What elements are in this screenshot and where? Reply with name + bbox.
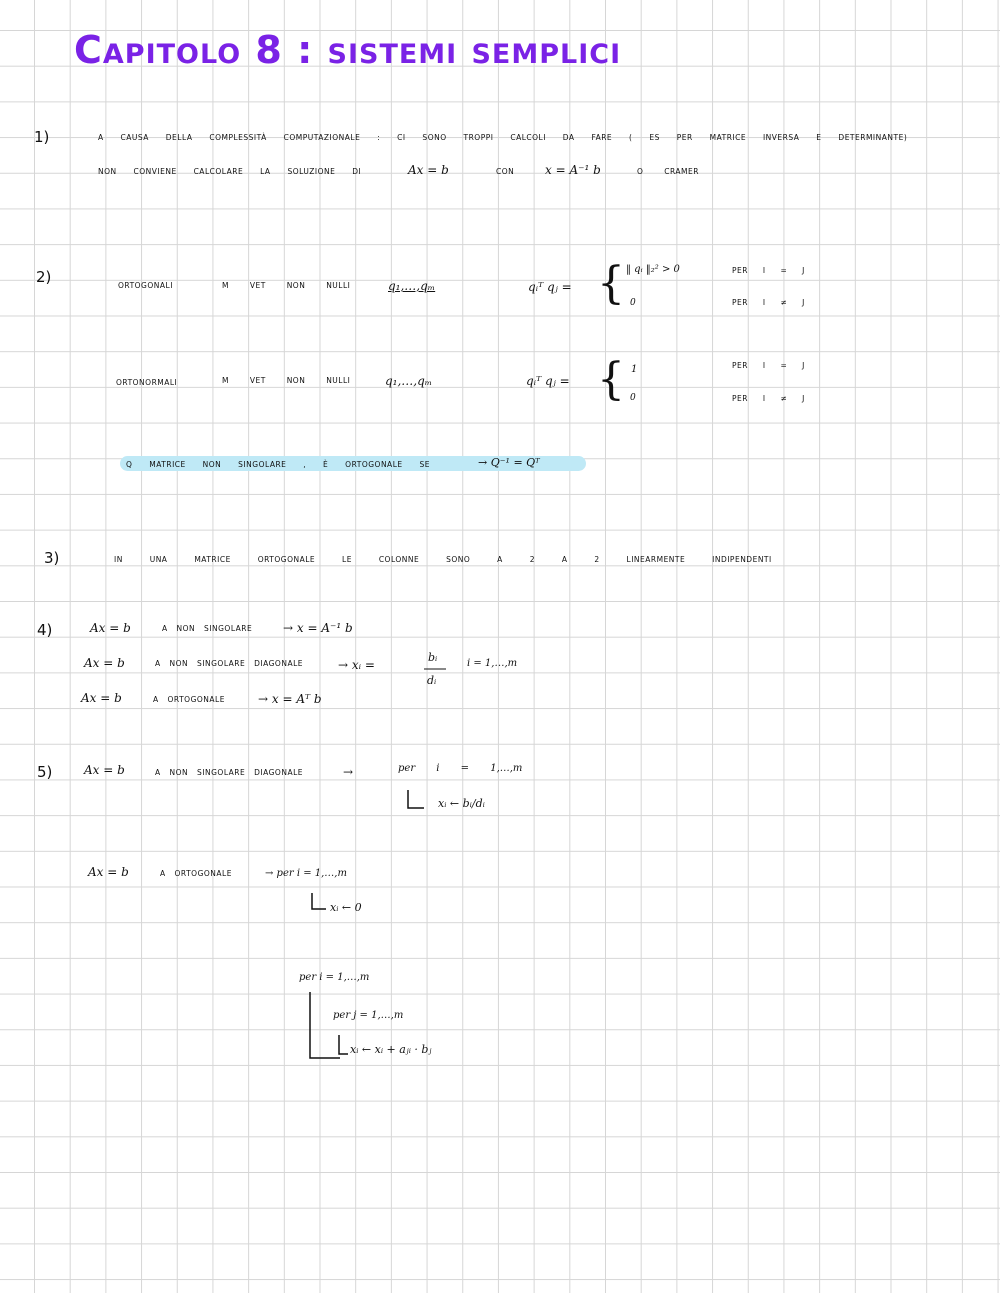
s5-a-for: per i = 1,…,m <box>398 763 523 774</box>
loop-bracket-icon <box>408 790 424 808</box>
orthogonal-description: M VET NON NULLI <box>222 281 351 290</box>
s5-a-arrow: → <box>343 765 354 779</box>
s4-row-2-range: i = 1,…,m <box>467 658 518 669</box>
orthonormal-case-1-condition: PER I = J <box>732 361 805 370</box>
section-1-line-1: A CAUSA DELLA COMPLESSITÀ COMPUTAZIONALE : CI SONO TROPPI CALCOLI DA FARE ( ES PER MATRICE INVERSA E DETERMINANTE) <box>98 133 908 142</box>
orthonormal-product: qᵢᵀ qⱼ = <box>526 374 570 388</box>
section-1-line-2a: NON CONVIENE CALCOLARE LA SOLUZIONE DI <box>98 167 362 176</box>
orthogonal-case-1-condition: PER I = J <box>732 266 805 275</box>
section-4-number: 4) <box>37 621 53 639</box>
orthogonal-case-2: 0 <box>630 298 636 308</box>
section-2-number: 2) <box>36 268 52 286</box>
s5-a-equation: Ax = b <box>84 763 125 777</box>
orthogonal-case-1: ‖ qᵢ ‖₂² > 0 <box>626 264 680 275</box>
orthogonal-case-2-condition: PER I ≠ J <box>732 298 805 307</box>
s5-c-outer-for: per i = 1,…,m <box>299 972 370 983</box>
page-title: Capitolo 8 : sistemi semplici <box>74 28 622 72</box>
section-1-with: CON <box>496 167 515 176</box>
orthogonal-vectors: q₁,…,qₘ <box>388 279 436 293</box>
s4-row-2-denominator: dᵢ <box>427 674 437 687</box>
s5-b-equation: Ax = b <box>88 865 129 879</box>
highlight-formula: → Q⁻¹ = Qᵀ <box>478 456 540 469</box>
section-5-number: 5) <box>37 763 53 781</box>
s5-b-description: A ORTOGONALE <box>160 869 232 878</box>
orthonormal-brace-icon: { <box>597 354 625 405</box>
s5-b-for: → per i = 1,…,m <box>265 868 347 879</box>
outer-loop-bracket-icon <box>310 992 340 1058</box>
highlight-statement: Q MATRICE NON SINGOLARE , È ORTOGONALE SE <box>126 460 430 469</box>
s5-a-description: A NON SINGOLARE DIAGONALE <box>155 768 303 777</box>
orthogonal-label: ORTOGONALI <box>118 281 173 290</box>
section-1-cramer: O CRAMER <box>637 167 699 176</box>
section-1-number: 1) <box>34 128 50 146</box>
s4-row-2-result: → xᵢ = <box>338 658 375 672</box>
s4-row-3-result: → x = Aᵀ b <box>258 692 322 706</box>
s5-c-body: xᵢ ← xᵢ + aⱼᵢ · bⱼ <box>350 1043 432 1056</box>
orthogonal-brace-icon: { <box>597 258 625 309</box>
section-1-equation: Ax = b <box>408 163 449 177</box>
s4-row-1-description: A NON SINGOLARE <box>162 624 253 633</box>
orthonormal-description: M VET NON NULLI <box>222 376 351 385</box>
orthonormal-label: ORTONORMALI <box>116 378 178 387</box>
section-3-text: IN UNA MATRICE ORTOGONALE LE COLONNE SONO A 2 A 2 LINEARMENTE INDIPENDENTI <box>114 555 772 564</box>
s4-row-2-numerator: bᵢ <box>428 651 438 664</box>
s4-row-1-result: → x = A⁻¹ b <box>283 621 353 635</box>
section-3-number: 3) <box>44 549 60 567</box>
s4-row-3-description: A ORTOGONALE <box>153 695 225 704</box>
orthonormal-vectors: q₁,…,qₘ <box>385 374 433 388</box>
s4-row-2-description: A NON SINGOLARE DIAGONALE <box>155 659 303 668</box>
s4-row-3-equation: Ax = b <box>81 691 122 705</box>
orthonormal-case-2-condition: PER I ≠ J <box>732 394 805 403</box>
s5-b-body: xᵢ ← 0 <box>330 901 362 914</box>
loop-bracket-icon <box>312 893 326 909</box>
inner-loop-bracket-icon <box>339 1035 348 1054</box>
orthonormal-case-2: 0 <box>630 393 636 403</box>
s5-c-inner-for: per j = 1,…,m <box>333 1010 404 1021</box>
s4-row-1-equation: Ax = b <box>90 621 131 635</box>
s5-a-body: xᵢ ← bᵢ/dᵢ <box>438 797 485 810</box>
orthogonal-product: qᵢᵀ qⱼ = <box>528 280 572 294</box>
orthonormal-case-1: 1 <box>631 364 638 375</box>
s4-row-2-equation: Ax = b <box>84 656 125 670</box>
section-1-inverse-formula: x = A⁻¹ b <box>545 163 601 177</box>
